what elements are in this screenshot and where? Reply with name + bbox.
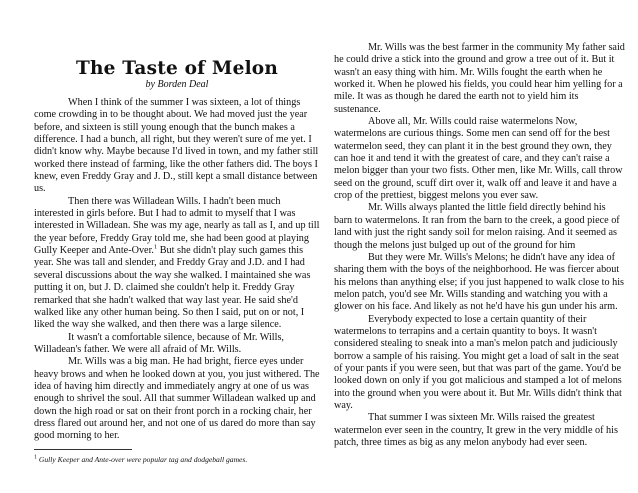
paragraph: Mr. Wills was a big man. He had bright, fierce eyes under heavy brows and when he looked down at you, you just withered. The idea of having him directly and immediately angry at one of us was enough to shrivel the soul. All that summer Willadean walked up and down the high road or sat on their front porch in a rocking chair, her dress flared out around her, and not one of us dared do more than say good morning to her. — [34, 356, 320, 442]
paragraph: But they were Mr. Wills's Melons; he didn't have any idea of sharing them with the boys of the neighborhood. He was fiercer about his melons than anything else; if you just happened to walk close to his melon patch, you'd see Mr. Wills standing and watching you with a glower on his face. And likely as not he'd have his gun under his arm. — [334, 251, 625, 313]
right-column — [334, 42, 626, 449]
footnote-divider — [34, 449, 132, 450]
paragraph: Above all, Mr. Wills could raise watermelons Now, watermelons are curious things. Some men can send off for the best watermelon seed, they can plant it in the best ground they own, they can hoe it and tend it with the greatest of care, and they can't raise a melon bigger than your two fists. Other men, like Mr. Wills, call throw seed on the ground, scuff dirt over it, walk off and leave it and have a crop of the prettiest, biggest melons you ever saw. — [334, 116, 623, 202]
paragraph: It wasn't a comfortable silence, because of Mr. Wills, Willadean's father. We were all afraid of Mr. Wills. — [34, 331, 284, 355]
paragraph-text: But she didn't play such games this year. She was tall and slender, and Freddy Gray and J.D. and I had several discussions about the way she walked. I maintained she was putting it on, but J. D. claimed she couldn't help it. Freddy Gray remarked that she hadn't walked that way last year. He said she'd walked like any other human being. So then I said, put on or not, I liked the way she walked, and then there was a large silence. — [34, 245, 311, 331]
paragraph: That summer I was sixteen Mr. Wills raised the greatest watermelon ever seen in the country, It grew in the very middle of his patch, three times as big as any melon anybody had ever seen. — [334, 412, 618, 448]
footnote-reference: 1 — [153, 243, 158, 251]
paragraph: Mr. Wills was the best farmer in the community My father said he could drive a stick into the ground and grow a tree out of it. But it wasn't an easy thing with him. Mr. Wills fought the earth when he worked it. When he plowed his fields, you could hear him yelling for a mile. It was as though he dared the earth not to yield him its sustenance. — [334, 42, 625, 115]
paragraph: Mr. Wills always planted the little field directly behind his barn to watermelons. It ran from the barn to the creek, a good piece of land with just the right sandy soil for melon raising. And it seemed as though the melons just bulged up out of the ground for him — [334, 202, 620, 251]
paragraph — [34, 196, 320, 332]
paragraph: When I think of the summer I was sixteen, a lot of things come crowding in to be thought about. We had moved just the year before, and sixteen is still young enough that the bunch makes a difference. I had a bunch, all right, but they weren't sure of me yet. I didn't know why. Maybe because I'd lived in town, and my father still worked there instead of farming, like the other fathers did. The boys I knew, even Freddy Gray and J. D., still kept a small distance between us. — [34, 97, 319, 195]
left-column — [34, 97, 320, 443]
footnote-text: Gully Keeper and Ante-over were popular tag and dodgeball games. — [38, 455, 248, 464]
story-title: The Taste of Melon — [76, 58, 278, 79]
footnote — [34, 455, 324, 464]
story-byline: by Borden Deal — [145, 79, 209, 90]
paragraph: Everybody expected to lose a certain quantity of their watermelons to terrapins and a certain quantity to boys. It wasn't considered stealing to sneak into a man's melon patch and judiciously borrow a sample of his raising. You might get a load of salt in the seat of your pants if you were seen, but that was part of the game. You'd be looked down on only if you got malicious and stamped a lot of melons into the ground when you were about it. But Mr. Wills didn't think that way. — [334, 313, 622, 411]
paragraph-text: Then there was Willadean Wills. I hadn't been much interested in girls before. But I had to admit to myself that I was interested in Willadean. She was my age, nearly as tall as I, and up till the year before, Freddy Gray told me, she had been good at playing Gully Keeper and Ante-Over. — [34, 195, 320, 257]
footnote-number: 1 — [34, 454, 37, 461]
